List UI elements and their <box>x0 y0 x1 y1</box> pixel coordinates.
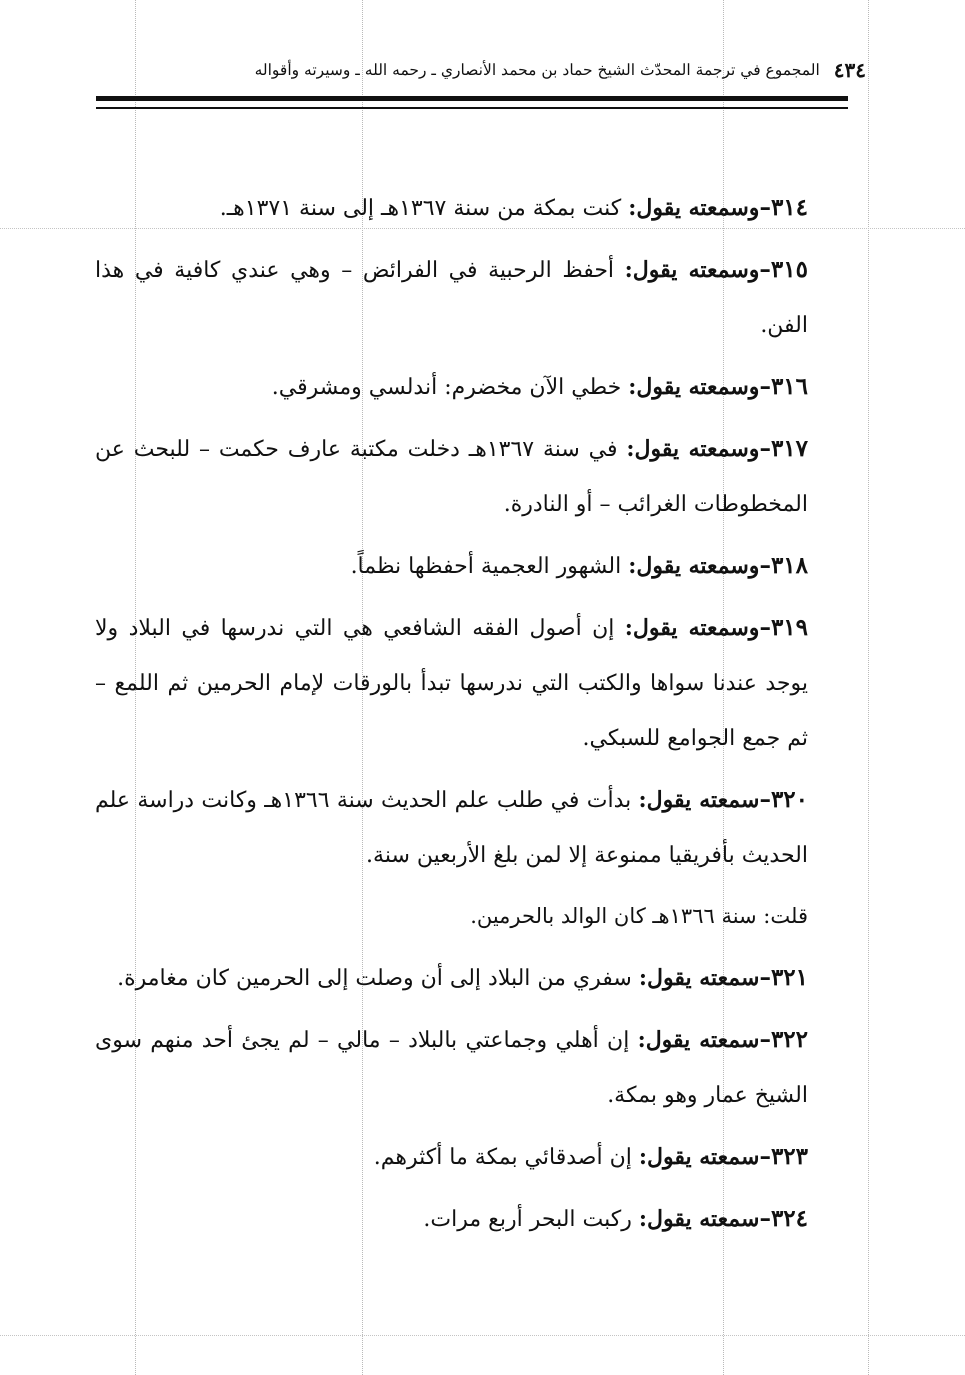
entry <box>95 538 868 594</box>
entry-speaker: سمعته يقول: <box>638 787 760 813</box>
header-rule <box>96 96 848 101</box>
editor-note: قلت: سنة ١٣٦٦هـ كان الوالد بالحرمين. <box>470 904 808 928</box>
entry <box>95 242 868 353</box>
entry-speaker: سمعته يقول: <box>638 1144 760 1170</box>
running-header <box>190 50 866 90</box>
entry-speaker: وسمعته يقول: <box>628 195 760 221</box>
entry <box>95 1129 868 1185</box>
entry <box>95 1191 868 1247</box>
entry-text: إن أصول الفقه الشافعي هي التي ندرسها في البلاد ولا يوجد عندنا سواها والكتب التي ندرسها تبدأ بالورقات لإمام الحرمين ثم اللمع – ثم جمع الجوامع للسبكي. <box>95 616 808 751</box>
entry-number: ٣١٥– <box>759 256 808 283</box>
entry-speaker: وسمعته يقول: <box>624 257 760 283</box>
guide-line <box>0 1335 965 1336</box>
entry-number: ٣١٦– <box>759 373 808 400</box>
running-title: المجموع في ترجمة المحدّث الشيخ حماد بن محمد الأنصاري ـ رحمه الله ـ وسيرته وأقواله <box>254 61 820 79</box>
entry-speaker: وسمعته يقول: <box>624 615 760 641</box>
entry-text: في سنة ١٣٦٧هـ دخلت مكتبة عارف حكمت – للبحث عن المخطوطات الغرائب – أو النادرة. <box>95 437 808 517</box>
entry-number: ٣٢٤– <box>759 1205 808 1232</box>
entry-text: خطي الآن مخضرم: أندلسي ومشرقي. <box>271 375 629 400</box>
entry-text: بدأت في طلب علم الحديث سنة ١٣٦٦هـ وكانت دراسة علم الحديث بأفريقيا ممنوعة إلا لمن بلغ الأربعين سنة. <box>95 788 808 868</box>
entry-text: كنت بمكة من سنة ١٣٦٧هـ إلى سنة ١٣٧١هـ. <box>219 196 629 221</box>
entry <box>95 600 868 766</box>
entry-speaker: وسمعته يقول: <box>626 436 760 462</box>
entry-number: ٣٢١– <box>759 964 808 991</box>
entry <box>95 950 868 1006</box>
entries-list <box>95 180 868 1247</box>
entry-number: ٣٢٠– <box>759 786 808 813</box>
entry-text: الشهور العجمية أحفظها نظماً. <box>350 554 629 579</box>
entry-text: ركبت البحر أربع مرات. <box>423 1207 639 1232</box>
entry <box>95 359 868 415</box>
page-number: ٤٣٤ <box>833 58 866 82</box>
entry-number: ٣١٨– <box>759 552 808 579</box>
entry-speaker: وسمعته يقول: <box>628 553 760 579</box>
entry-text: إن أهلي وجماعتي بالبلاد – مالي – لم يجئ أحد منهم سوى الشيخ عمار وهو بمكة. <box>95 1028 808 1108</box>
entry-text: أحفظ الرحبية في الفرائض – وهي عندي كافية في هذا الفن. <box>95 258 808 338</box>
entry-number: ٣٢٢– <box>759 1026 808 1053</box>
guide-line <box>868 0 869 1375</box>
entry <box>95 180 868 236</box>
entry-number: ٣٢٣– <box>759 1143 808 1170</box>
entry-speaker: وسمعته يقول: <box>628 374 760 400</box>
entry-number: ٣١٤– <box>759 194 808 221</box>
entry-speaker: سمعته يقول: <box>638 1206 760 1232</box>
entry-number: ٣١٧– <box>759 435 808 462</box>
entry-text: إن أصدقائي بمكة ما أكثرهم. <box>373 1145 639 1170</box>
entry-text: سفري من البلاد إلى أن وصلت إلى الحرمين كان مغامرة. <box>117 966 639 991</box>
entry <box>95 772 868 883</box>
entry-speaker: سمعته يقول: <box>637 1027 760 1053</box>
entry-speaker: سمعته يقول: <box>638 965 760 991</box>
header-rule <box>96 107 848 109</box>
entry-number: ٣١٩– <box>759 614 808 641</box>
entry <box>95 421 868 532</box>
entry <box>95 1012 868 1123</box>
